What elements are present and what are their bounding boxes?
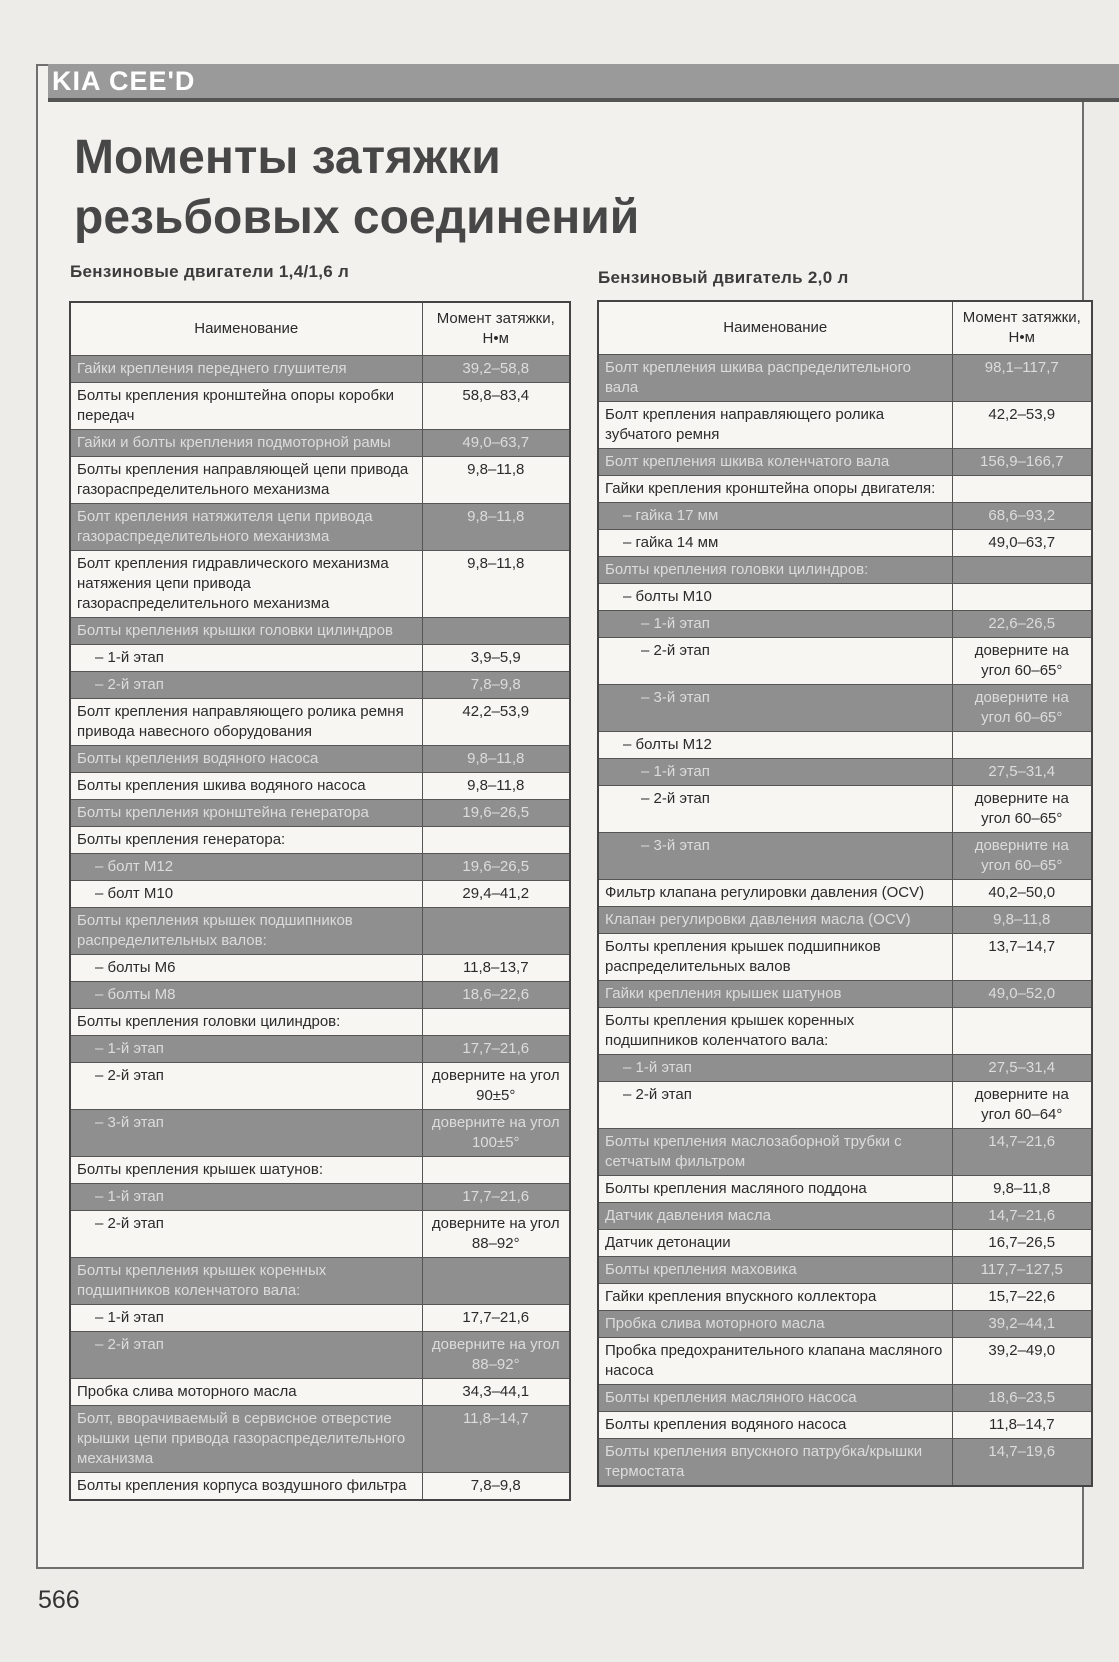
table-row [70, 1036, 570, 1063]
row-name-cell: – гайка 17 мм [598, 503, 952, 530]
row-name-cell: Пробка слива моторного масла [598, 1311, 952, 1338]
row-value-cell [422, 827, 570, 854]
row-value-cell: доверните на угол 90±5° [422, 1063, 570, 1110]
row-value-cell: 18,6–23,5 [952, 1385, 1092, 1412]
table-row [70, 908, 570, 955]
row-value-cell [422, 1157, 570, 1184]
row-value-cell: 98,1–117,7 [952, 355, 1092, 402]
page-title [74, 128, 774, 248]
row-name-cell: Болты крепления крышек шатунов: [70, 1157, 422, 1184]
table-row [70, 551, 570, 618]
right-table-body [598, 355, 1092, 1487]
row-name-cell: Фильтр клапана регулировки давления (OCV) [598, 880, 952, 907]
row-value-cell: 9,8–11,8 [952, 1176, 1092, 1203]
table-row [598, 638, 1092, 685]
row-name-cell: – болты М6 [70, 955, 422, 982]
row-name-cell: – 1-й этап [70, 1036, 422, 1063]
table-row [70, 1184, 570, 1211]
row-value-cell [952, 476, 1092, 503]
table-row [70, 430, 570, 457]
table-row [598, 557, 1092, 584]
row-name-cell: Болты крепления маховика [598, 1257, 952, 1284]
row-value-cell [422, 908, 570, 955]
row-value-cell [952, 1008, 1092, 1055]
row-name-cell: – 2-й этап [598, 786, 952, 833]
row-value-cell [952, 732, 1092, 759]
row-name-cell: Болты крепления крышек коренных подшипников коленчатого вала: [70, 1258, 422, 1305]
brand-label: KIA CEE'D [52, 66, 196, 96]
table-row [598, 1055, 1092, 1082]
row-value-cell: доверните на угол 60–64° [952, 1082, 1092, 1129]
row-name-cell: Датчик давления масла [598, 1203, 952, 1230]
row-value-cell: доверните на угол 88–92° [422, 1332, 570, 1379]
row-name-cell: Болты крепления крышек подшипников распределительных валов: [70, 908, 422, 955]
row-value-cell: 9,8–11,8 [422, 504, 570, 551]
table-row [70, 1473, 570, 1501]
row-name-cell: Болты крепления крышек подшипников распределительных валов [598, 934, 952, 981]
table-row [598, 611, 1092, 638]
table-row [598, 1311, 1092, 1338]
row-value-cell: 34,3–44,1 [422, 1379, 570, 1406]
table-row [598, 1129, 1092, 1176]
row-name-cell: Болты крепления направляющей цепи привода газораспределительного механизма [70, 457, 422, 504]
row-name-cell: Болты крепления кронштейна генератора [70, 800, 422, 827]
row-value-cell: 7,8–9,8 [422, 672, 570, 699]
row-value-cell: 17,7–21,6 [422, 1184, 570, 1211]
table-row [598, 584, 1092, 611]
table-row [70, 1406, 570, 1473]
row-value-cell: 22,6–26,5 [952, 611, 1092, 638]
row-name-cell: Болт, вворачиваемый в сервисное отверстие крышки цепи привода газораспределительного механизма [70, 1406, 422, 1473]
table-row [598, 476, 1092, 503]
table-row [70, 854, 570, 881]
left-section-heading: Бензиновые двигатели 1,4/1,6 л [70, 262, 350, 281]
table-row [598, 1412, 1092, 1439]
table-row [70, 773, 570, 800]
table-row [598, 880, 1092, 907]
table-row [598, 685, 1092, 732]
table-row [598, 833, 1092, 880]
row-value-cell: 18,6–22,6 [422, 982, 570, 1009]
row-value-cell: 27,5–31,4 [952, 1055, 1092, 1082]
row-value-cell: 117,7–127,5 [952, 1257, 1092, 1284]
table-row [70, 800, 570, 827]
row-value-cell: 19,6–26,5 [422, 854, 570, 881]
table-row [598, 1176, 1092, 1203]
row-name-cell: Болты крепления водяного насоса [598, 1412, 952, 1439]
row-name-cell: – 1-й этап [598, 759, 952, 786]
table-row [70, 982, 570, 1009]
row-value-cell: доверните на угол 60–65° [952, 786, 1092, 833]
row-value-cell: 13,7–14,7 [952, 934, 1092, 981]
row-name-cell: – болт М12 [70, 854, 422, 881]
row-value-cell: 9,8–11,8 [422, 746, 570, 773]
row-name-cell: Болты крепления головки цилиндров: [70, 1009, 422, 1036]
row-value-cell: доверните на угол 60–65° [952, 833, 1092, 880]
row-value-cell: доверните на угол 88–92° [422, 1211, 570, 1258]
row-name-cell: Гайки и болты крепления подмоторной рамы [70, 430, 422, 457]
table-row [598, 503, 1092, 530]
row-name-cell: Клапан регулировки давления масла (OCV) [598, 907, 952, 934]
row-value-cell: 7,8–9,8 [422, 1473, 570, 1501]
row-name-cell: – 1-й этап [598, 1055, 952, 1082]
row-value-cell: 39,2–44,1 [952, 1311, 1092, 1338]
row-value-cell: 9,8–11,8 [422, 773, 570, 800]
row-value-cell: 14,7–21,6 [952, 1203, 1092, 1230]
row-name-cell: – болт М10 [70, 881, 422, 908]
left-torque-table [69, 301, 571, 1501]
right-section-heading: Бензиновый двигатель 2,0 л [598, 268, 849, 287]
row-name-cell: – болты М8 [70, 982, 422, 1009]
row-value-cell: 49,0–52,0 [952, 981, 1092, 1008]
table-row [70, 1157, 570, 1184]
row-name-cell: – 3-й этап [598, 833, 952, 880]
row-name-cell: Болты крепления головки цилиндров: [598, 557, 952, 584]
row-value-cell: 3,9–5,9 [422, 645, 570, 672]
row-value-cell: 58,8–83,4 [422, 383, 570, 430]
row-name-cell: – 1-й этап [70, 1184, 422, 1211]
row-name-cell: – 1-й этап [70, 645, 422, 672]
row-name-cell: – 3-й этап [598, 685, 952, 732]
row-name-cell: Болт крепления направляющего ролика зубчатого ремня [598, 402, 952, 449]
row-value-cell: 11,8–14,7 [422, 1406, 570, 1473]
row-name-cell: Болты крепления маслозаборной трубки с сетчатым фильтром [598, 1129, 952, 1176]
table-row [598, 1230, 1092, 1257]
column-header-value: Момент затяжки, Н•м [422, 302, 570, 356]
table-row [598, 732, 1092, 759]
row-name-cell: Болты крепления корпуса воздушного фильтра [70, 1473, 422, 1501]
table-row [70, 1379, 570, 1406]
column-header-value: Момент затяжки, Н•м [952, 301, 1092, 355]
row-value-cell [952, 584, 1092, 611]
row-name-cell: Болты крепления кронштейна опоры коробки передач [70, 383, 422, 430]
table-row [70, 1009, 570, 1036]
row-value-cell: 14,7–21,6 [952, 1129, 1092, 1176]
row-value-cell: 42,2–53,9 [952, 402, 1092, 449]
row-value-cell: 15,7–22,6 [952, 1284, 1092, 1311]
row-value-cell: 156,9–166,7 [952, 449, 1092, 476]
row-value-cell: 9,8–11,8 [422, 457, 570, 504]
row-name-cell: Болт крепления натяжителя цепи привода газораспределительного механизма [70, 504, 422, 551]
table-row [598, 1385, 1092, 1412]
row-name-cell: Болт крепления гидравлического механизма натяжения цепи привода газораспределительного механизма [70, 551, 422, 618]
table-header-row [70, 302, 570, 356]
row-value-cell: 17,7–21,6 [422, 1305, 570, 1332]
table-row [598, 530, 1092, 557]
table-row [70, 1063, 570, 1110]
table-row [70, 1258, 570, 1305]
table-row [598, 1257, 1092, 1284]
row-value-cell: 9,8–11,8 [952, 907, 1092, 934]
header-bar [48, 64, 1119, 102]
row-value-cell: доверните на угол 60–65° [952, 638, 1092, 685]
table-row [70, 699, 570, 746]
table-row [70, 504, 570, 551]
row-value-cell: 39,2–58,8 [422, 356, 570, 383]
table-row [598, 759, 1092, 786]
row-name-cell: – 2-й этап [70, 1332, 422, 1379]
table-row [598, 355, 1092, 402]
table-row [70, 881, 570, 908]
row-value-cell: 27,5–31,4 [952, 759, 1092, 786]
row-value-cell: 19,6–26,5 [422, 800, 570, 827]
row-name-cell: Болт крепления направляющего ролика ремня привода навесного оборудования [70, 699, 422, 746]
row-name-cell: – 1-й этап [598, 611, 952, 638]
table-row [70, 356, 570, 383]
title-line-2: резьбовых соединений [74, 191, 640, 244]
row-value-cell [952, 557, 1092, 584]
row-name-cell: Болты крепления крышки головки цилиндров [70, 618, 422, 645]
row-name-cell: Болты крепления водяного насоса [70, 746, 422, 773]
row-value-cell: 49,0–63,7 [422, 430, 570, 457]
row-value-cell: 11,8–13,7 [422, 955, 570, 982]
row-name-cell: Гайки крепления кронштейна опоры двигателя: [598, 476, 952, 503]
row-name-cell: – 2-й этап [70, 1063, 422, 1110]
row-name-cell: – 3-й этап [70, 1110, 422, 1157]
row-value-cell: 9,8–11,8 [422, 551, 570, 618]
row-name-cell: Гайки крепления впускного коллектора [598, 1284, 952, 1311]
row-value-cell: 29,4–41,2 [422, 881, 570, 908]
table-row [598, 1338, 1092, 1385]
row-name-cell: Пробка предохранительного клапана масляного насоса [598, 1338, 952, 1385]
row-name-cell: – 2-й этап [70, 672, 422, 699]
table-row [70, 1305, 570, 1332]
table-row [70, 457, 570, 504]
row-name-cell: Датчик детонации [598, 1230, 952, 1257]
row-value-cell: 40,2–50,0 [952, 880, 1092, 907]
column-header-name: Наименование [70, 302, 422, 356]
table-row [598, 786, 1092, 833]
row-value-cell: 49,0–63,7 [952, 530, 1092, 557]
table-row [70, 1110, 570, 1157]
row-value-cell: 68,6–93,2 [952, 503, 1092, 530]
table-row [70, 645, 570, 672]
row-value-cell: доверните на угол 60–65° [952, 685, 1092, 732]
table-row [70, 955, 570, 982]
row-name-cell: – 2-й этап [598, 638, 952, 685]
page-number: 566 [38, 1586, 80, 1614]
row-value-cell: доверните на угол 100±5° [422, 1110, 570, 1157]
table-row [70, 1211, 570, 1258]
row-name-cell: – 2-й этап [598, 1082, 952, 1129]
table-row [70, 618, 570, 645]
column-header-name: Наименование [598, 301, 952, 355]
table-row [598, 1284, 1092, 1311]
row-value-cell [422, 1258, 570, 1305]
row-name-cell: Болт крепления шкива коленчатого вала [598, 449, 952, 476]
row-value-cell: 16,7–26,5 [952, 1230, 1092, 1257]
title-line-1: Моменты затяжки [74, 131, 501, 184]
table-row [70, 1332, 570, 1379]
table-row [598, 402, 1092, 449]
row-name-cell: Пробка слива моторного масла [70, 1379, 422, 1406]
row-value-cell: 17,7–21,6 [422, 1036, 570, 1063]
row-name-cell: Болт крепления шкива распределительного вала [598, 355, 952, 402]
row-value-cell [422, 1009, 570, 1036]
row-name-cell: – 1-й этап [70, 1305, 422, 1332]
table-row [70, 827, 570, 854]
row-name-cell: Гайки крепления крышек шатунов [598, 981, 952, 1008]
row-name-cell: Болты крепления генератора: [70, 827, 422, 854]
table-row [598, 1082, 1092, 1129]
table-row [70, 383, 570, 430]
table-row [70, 746, 570, 773]
row-value-cell: 11,8–14,7 [952, 1412, 1092, 1439]
table-row [598, 907, 1092, 934]
left-table-body [70, 356, 570, 1501]
row-name-cell: Болты крепления шкива водяного насоса [70, 773, 422, 800]
row-name-cell: Болты крепления впускного патрубка/крышки термостата [598, 1439, 952, 1487]
right-torque-table [597, 300, 1093, 1487]
row-name-cell: Болты крепления масляного поддона [598, 1176, 952, 1203]
table-row [598, 1203, 1092, 1230]
row-name-cell: – 2-й этап [70, 1211, 422, 1258]
table-header-row [598, 301, 1092, 355]
row-value-cell: 39,2–49,0 [952, 1338, 1092, 1385]
row-name-cell: Гайки крепления переднего глушителя [70, 356, 422, 383]
row-name-cell: Болты крепления крышек коренных подшипников коленчатого вала: [598, 1008, 952, 1055]
table-row [598, 1439, 1092, 1487]
row-value-cell [422, 618, 570, 645]
row-name-cell: Болты крепления масляного насоса [598, 1385, 952, 1412]
row-name-cell: – болты М12 [598, 732, 952, 759]
row-name-cell: – болты М10 [598, 584, 952, 611]
table-row [598, 1008, 1092, 1055]
table-row [70, 672, 570, 699]
row-value-cell: 14,7–19,6 [952, 1439, 1092, 1487]
row-value-cell: 42,2–53,9 [422, 699, 570, 746]
table-row [598, 981, 1092, 1008]
table-row [598, 934, 1092, 981]
row-name-cell: – гайка 14 мм [598, 530, 952, 557]
table-row [598, 449, 1092, 476]
